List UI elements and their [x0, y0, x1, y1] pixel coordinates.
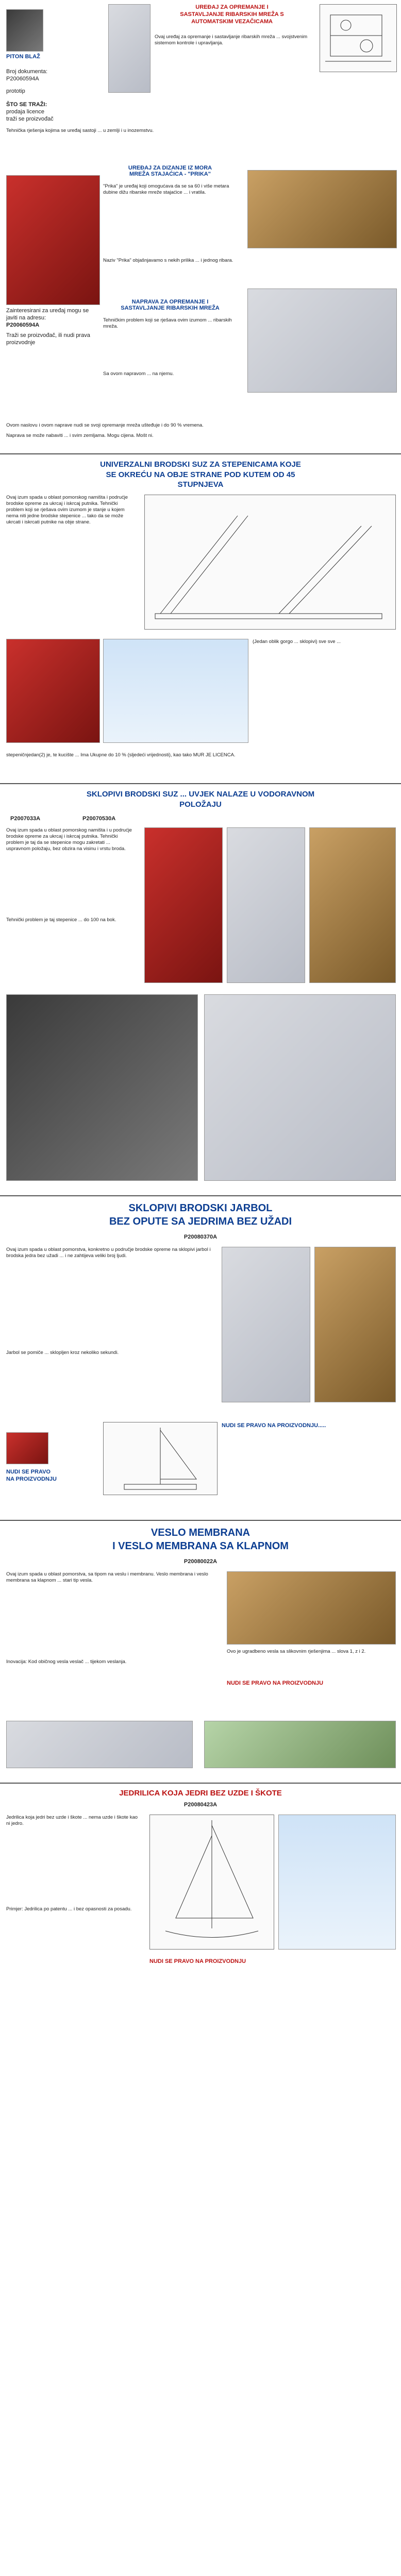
oar-title — [10, 1526, 391, 1553]
prika-title-line2: MREŽA STAJAĆICA - "PRIKA" — [129, 171, 211, 177]
mast-title — [10, 1201, 391, 1228]
ladder45-title-line3: STUPNJEVA — [177, 480, 224, 489]
mast-body: Ovaj izum spada u oblast pomorstva, konkretno u područje brodske opreme na sklopivi jarbol i brodska jedra bez užadi ... i ne zahtijeva veliki broj ljudi. — [6, 1247, 211, 1259]
prika-title — [103, 165, 237, 177]
mast-title-line1: SKLOPIVI BRODSKI JARBOL — [128, 1202, 273, 1214]
prika-body: "Prika" je uređaj koji omogućava da se sa 60 i više metara dubine dižu ribarske mreže stajaćice ... i vratila. — [103, 183, 229, 195]
divider-4 — [0, 1520, 401, 1521]
mast-doc: P20080370A — [183, 1234, 218, 1240]
ladder45-title — [10, 460, 391, 490]
oar-photo-3 — [204, 1721, 396, 1768]
sail-sketch — [149, 1815, 274, 1950]
ladder-photo-1 — [144, 827, 223, 983]
mast-body-2: Jarbol se pomiče ... sklopljen kroz nekoliko sekundi. — [6, 1350, 119, 1355]
divider-3 — [0, 1195, 401, 1196]
ladder-doc2: P20070530A — [82, 816, 116, 822]
naprava-body-2: Sa ovom napravom ... na njemu. — [103, 371, 174, 377]
seeking-label: ŠTO SE TRAŽI: — [6, 101, 47, 108]
ladder-title-line1: SKLOPIVI BRODSKI SUZ ... UVJEK NALAZE U VODORAVNOM — [86, 790, 315, 799]
doc-number: P20060594A — [6, 76, 39, 82]
sail-body: Jedrilica koja jedri bez uzde i škote ... nema uzde i škote kao ni jedro. — [6, 1815, 138, 1826]
prika-photo — [247, 170, 397, 248]
sail-body-2: Primjer: Jedrilica po patentu ... i bez opasnosti za posadu. — [6, 1906, 132, 1912]
ladder-photo-4 — [6, 994, 198, 1181]
mast-sketch — [103, 1422, 218, 1495]
sail-price: NUDI SE PRAVO NA PROIZVODNJU — [149, 1958, 246, 1964]
mast-caption-2: NUDI SE PRAVO NA PROIZVODNJU..... — [222, 1422, 326, 1429]
oar-caption: Ovo je ugradbeno vesla sa slikovnim rješenjima ... slova 1, z i 2. — [227, 1649, 366, 1654]
prika-body-2: Naziv "Prika" objašnjavamo s nekih prilika ... i jednog ribara. — [103, 258, 233, 263]
author-footer: Traži se proizvođač, ili nudi prava proizvodnje — [6, 332, 90, 346]
naprava-photo — [247, 289, 397, 393]
ladder-title — [10, 789, 391, 809]
prika-title-line1: UREĐAJ ZA DIZANJE IZ MORA — [128, 165, 212, 171]
oar-body-2: Inovacija: Kod običnog vesla veslač ... tijekom veslanja. — [6, 1659, 127, 1665]
intro-text: Ovaj uređaj za opremanje i sastavljanje ribarskih mreža ... svojstvenim sistemom kontrole i upravljanja. — [155, 34, 308, 46]
ladder-photo-3 — [309, 827, 396, 983]
doc-title-line2: SASTAVLJANJE RIBARSKIH MREŽA S — [180, 11, 284, 18]
naprava-body: Tehničkim problem koji se rješava ovim izumom ... ribarskih mreža. — [103, 317, 232, 329]
ladder-doc1: P2007033A — [10, 816, 41, 822]
sail-doc: P20080423A — [183, 1802, 218, 1808]
net-device-sketch — [320, 4, 397, 72]
ladder45-footer: stepeničnjedan(2) je, te kucište ... Ima Ukupne do 10 % (sljedeći vrijednosti), kao tako MUR JE LICENCA. — [6, 752, 236, 758]
divider-2 — [0, 783, 401, 784]
ladder45-diagram — [145, 495, 395, 629]
author-contact: P20060594A — [6, 322, 40, 328]
ladder-title-line2: POLOŽAJU — [179, 800, 222, 809]
author-name: PITON BLAŽ — [6, 54, 40, 60]
oar-photo-1 — [227, 1571, 396, 1645]
author-with-device-photo — [6, 175, 100, 305]
ladder45-body: Ovaj izum spada u oblast pomorskog namišta i podrućje brodske opreme za ukrcaj i iskrcaj putnika. Tehnički problem koji se rješava ovim izumom je stanje u kojem nema niti jedne brodske stepenice ... tako da se može ukrcati i iskrcati putnike na obje strane. — [6, 495, 128, 525]
ladder45-photo — [6, 639, 100, 743]
ladder45-title-line1: UNIVERZALNI BRODSKI SUZ ZA STEPENICAMA KOJE — [100, 460, 301, 469]
oar-title-line1: VESLO MEMBRANA — [151, 1527, 250, 1538]
left-caption: Tehnička rješenja kojima se uređaj sastoji ... u zemlji i u inozemstvu. — [6, 128, 154, 133]
oar-body: Ovaj izum spada u oblast pomorstva, sa tipom na veslu i membranu. Veslo membrana i veslo membrana sa klapnom ... stari tip vesla. — [6, 1571, 208, 1583]
author-note: Zainteresirani za uređaj mogu se javiti na adresu: — [6, 308, 89, 321]
divider-5 — [0, 1783, 401, 1784]
section3-note-2: Naprava se može nabaviti ... i svim zemljama. Mogu cijena. Mošt ni. — [6, 433, 154, 438]
oar-price: NUDI SE PRAVO NA PROIZVODNJU — [227, 1680, 324, 1686]
mast-caption: NUDI SE PRAVO NA PROIZVODNJU — [6, 1469, 57, 1483]
ladder-photo-2 — [227, 827, 305, 983]
seeking-value: prodaja licence — [6, 109, 44, 115]
seeking-value-2: traži se proizvođač — [6, 116, 54, 122]
sail-photo — [278, 1815, 396, 1950]
mast-photo-3 — [6, 1432, 48, 1464]
mast-photo-1 — [222, 1247, 310, 1402]
doc-number-label: Broj dokumenta: — [6, 69, 48, 75]
ladder45-drawings — [144, 495, 396, 630]
mast-diagram — [104, 1422, 217, 1495]
section3-note: Ovom naslovu i ovom naprave nudi se svoji opremanje mreža ušteđuje i do 90 % vremena. — [6, 422, 204, 428]
doc-title-block — [155, 4, 309, 25]
ladder-body-2: Tehnički problem je taj stepenice ... do 100 na bok. — [6, 917, 116, 923]
device-photo-small — [108, 4, 151, 93]
oar-doc: P20080022A — [183, 1558, 218, 1565]
doc-title-line1: UREĐAJ ZA OPREMANJE I — [195, 4, 269, 10]
ladder45-title-line2: SE OKREĆU NA OBJE STRANE POD KUTEM OD 45 — [106, 470, 295, 479]
naprava-title-line2: SASTAVLJANJE RIBARSKIH MREŽA — [121, 305, 220, 311]
doc-title-line3: AUTOMATSKIM VEZAČICAMA — [191, 18, 273, 25]
naprava-title-line1: NAPRAVA ZA OPREMANJE I — [131, 299, 209, 305]
divider-1 — [0, 453, 401, 454]
ladder-body: Ovaj izum spada u oblast pomorskog namišta i u podrućje brodske opreme za ukrcaj i iskrcaj putnika. Tehnički problem je taj da se stepenice mogu zakretati ... uspravnom položaju, bez obzira na visinu i vrstu broda. — [6, 827, 132, 852]
ladder-photo-5 — [204, 994, 396, 1181]
ladder45-note: (Jedan oblik gorgo ... sklopivi) sve sve ... — [253, 639, 341, 645]
sail-title: JEDRILICA KOJA JEDRI BEZ UZDE I ŠKOTE — [119, 1789, 282, 1798]
net-device-drawing — [320, 5, 396, 72]
author-photo — [6, 9, 43, 52]
mast-title-line2: BEZ OPUTE SA JEDRIMA BEZ UŽADI — [109, 1216, 292, 1227]
doc-kind: prototip — [6, 88, 25, 94]
mast-photo-2 — [314, 1247, 396, 1402]
sail-diagram — [150, 1815, 274, 1949]
oar-photo-2 — [6, 1721, 193, 1768]
oar-title-line2: I VESLO MEMBRANA SA KLAPNOM — [112, 1540, 289, 1552]
ladder45-render — [103, 639, 248, 743]
naprava-title — [103, 299, 237, 311]
